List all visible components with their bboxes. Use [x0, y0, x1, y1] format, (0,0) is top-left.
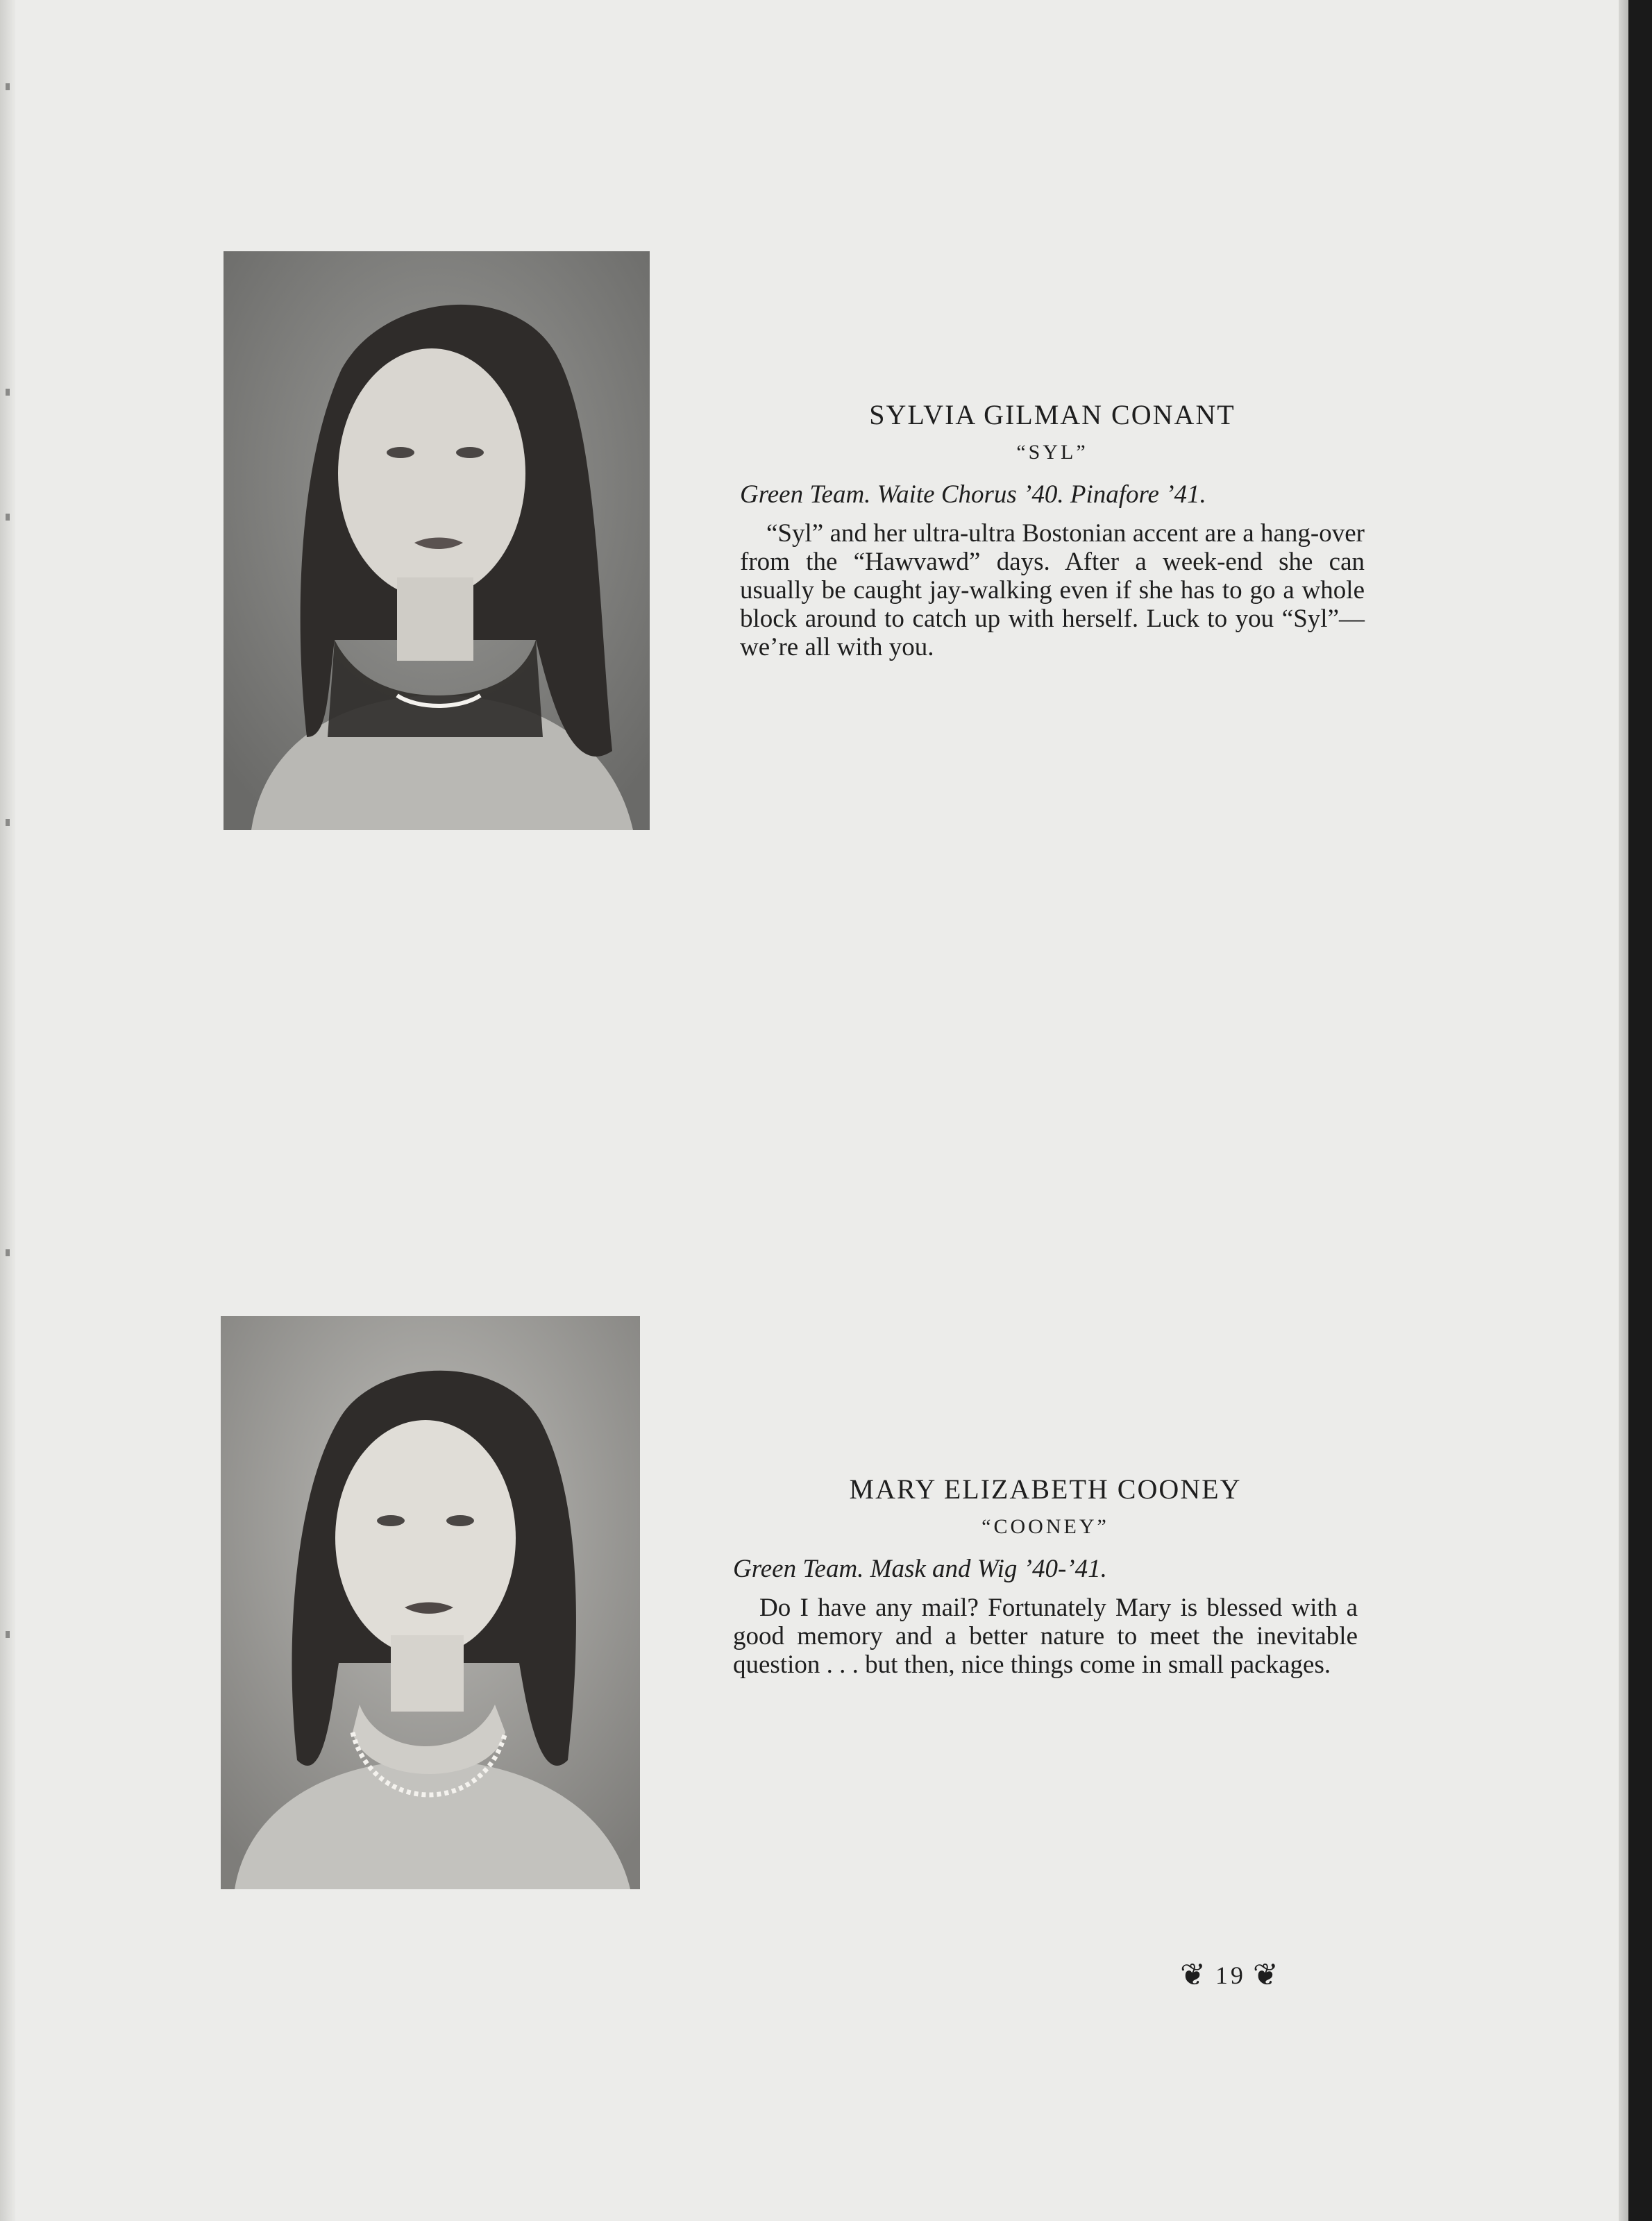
student-activities: Green Team. Waite Chorus ’40. Pinafore ’41. — [740, 480, 1206, 509]
portrait-photo-cooney — [221, 1316, 640, 1889]
student-nickname: “COONEY” — [981, 1515, 1109, 1538]
student-entry-cooney — [733, 1473, 1358, 1679]
student-bio: Do I have any mail? Fortunately Mary is blessed with a good memory and a better nature to meet the inevitable question . . . but then, nice things come in small packages. — [733, 1594, 1358, 1679]
portrait-photo-conant — [224, 251, 650, 830]
binding-edge — [0, 0, 15, 2221]
student-nickname: “SYL” — [1016, 441, 1088, 464]
page-edge — [1619, 0, 1628, 2221]
ornament-left-icon: ❦ — [1180, 1958, 1208, 1992]
page-number — [1180, 1957, 1281, 1993]
page-number-value: 19 — [1215, 1961, 1246, 1989]
student-bio: “Syl” and her ultra-ultra Bostonian accent are a hang-over from the “Hawvawd” days. After a week-end she can usually be caught jay-walking even if she has to go a whole block around to catch up with herself. Luck to you “Syl”— we’re all with you. — [740, 519, 1365, 661]
ornament-right-icon: ❦ — [1252, 1958, 1281, 1992]
student-name: SYLVIA GILMAN CONANT — [869, 399, 1236, 430]
student-name: MARY ELIZABETH COONEY — [849, 1473, 1242, 1505]
student-entry-conant — [740, 398, 1365, 661]
student-activities: Green Team. Mask and Wig ’40-’41. — [733, 1555, 1107, 1583]
